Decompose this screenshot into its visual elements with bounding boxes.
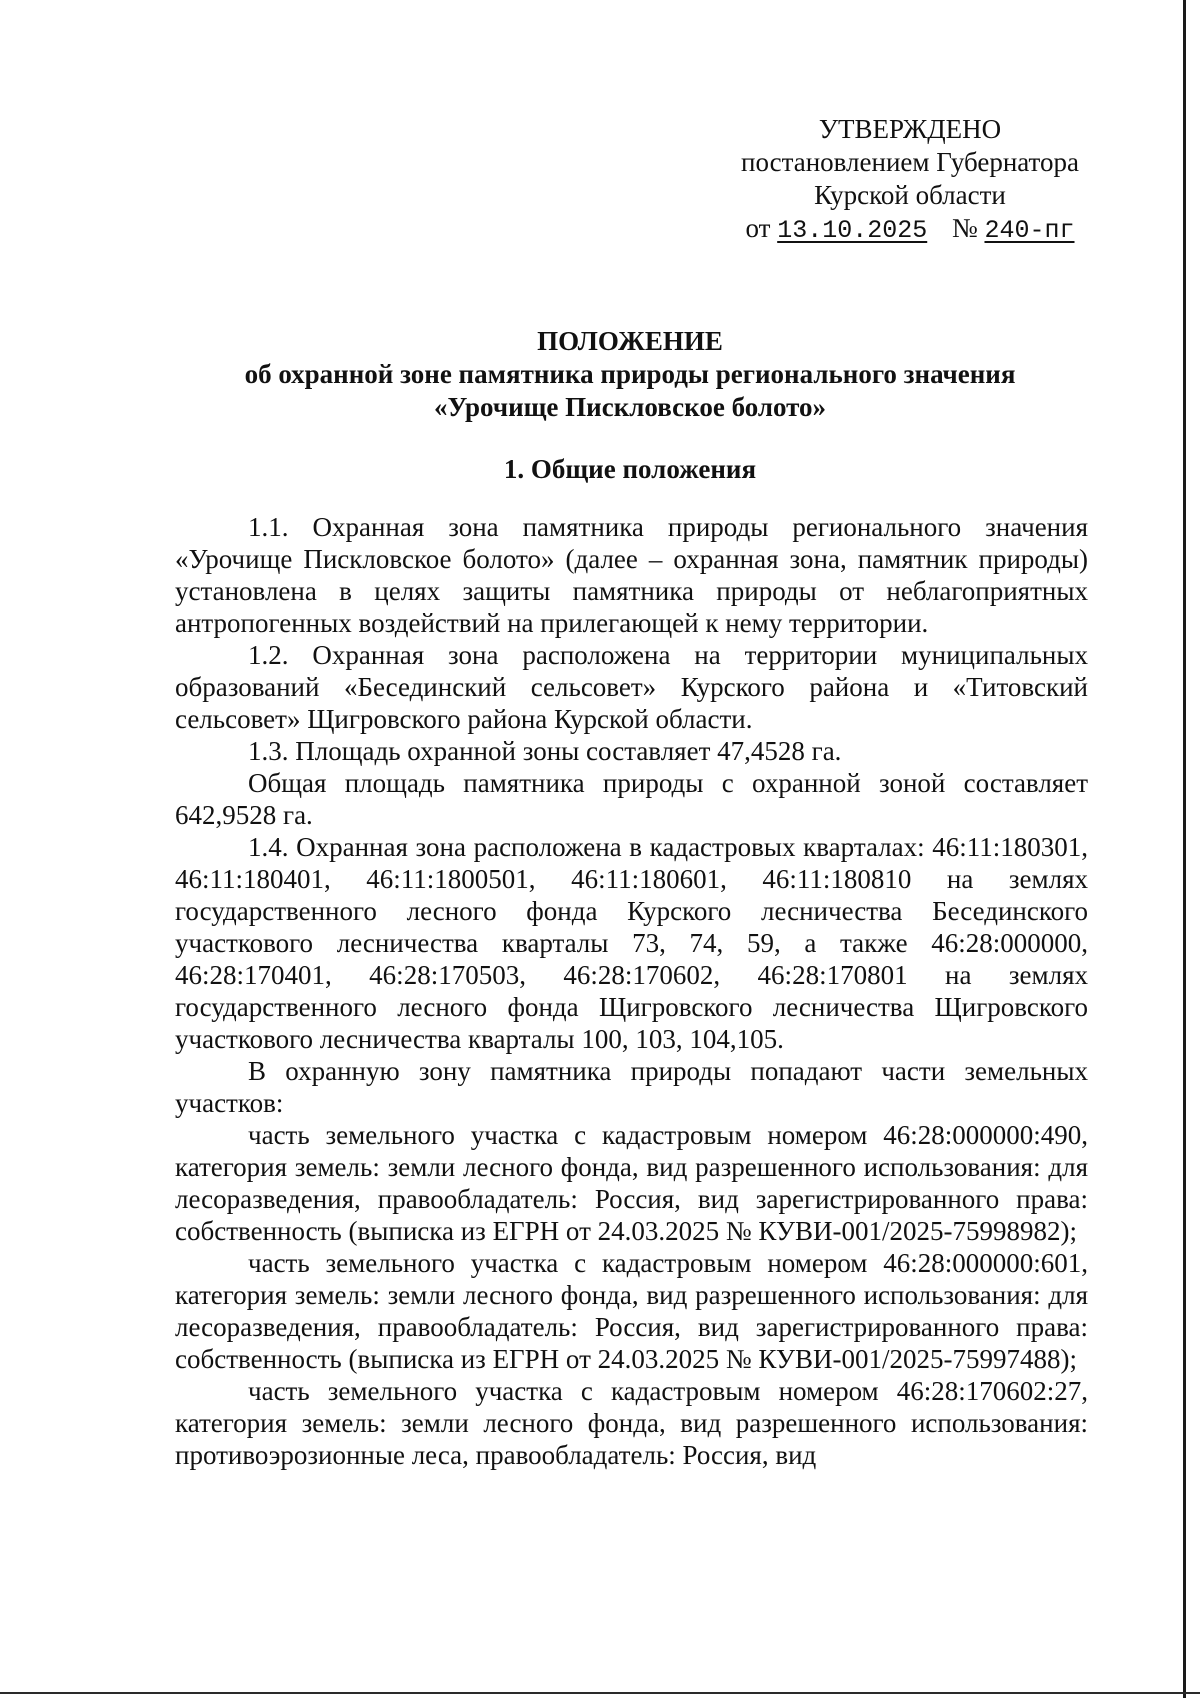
document-title-block xyxy=(170,325,1090,424)
paragraph-land-plot: часть земельного участка с кадастровым номером 46:28:170602:27, категория земель: земли лесного фонда, вид разрешенного использования: противоэрозионные леса, правообладатель: Россия, вид xyxy=(175,1376,1088,1470)
document-subtitle-line-2: «Урочище Пискловское болото» xyxy=(433,392,827,422)
approval-line-2: Курской области xyxy=(814,180,1006,210)
paragraph-1-2: 1.2. Охранная зона расположена на территории муниципальных образований «Бесединский сельсовет» Курского района и «Титовский сельсовет» Щигровского района Курской области. xyxy=(175,640,1088,734)
paragraph-1-1: 1.1. Охранная зона памятника природы регионального значения «Урочище Пискловское болото» (далее – охранная зона, памятник природы) установлена в целях защиты памятника природы от неблагоприятных антропогенных воздействий на прилегающей к нему территории. xyxy=(175,512,1088,638)
section-heading: 1. Общие положения xyxy=(503,454,757,484)
approval-line-1: постановлением Губернатора xyxy=(741,147,1079,177)
approval-date-line xyxy=(745,212,1074,247)
paragraph-land-plot: часть земельного участка с кадастровым номером 46:28:000000:490, категория земель: земли лесного фонда, вид разрешенного использования: для лесоразведения, правообладатель: Россия, вид зарегистрированного права: собственность (выписка из ЕГРН от 24.03.2025 № КУВИ-001/2025-75998982); xyxy=(175,1120,1088,1246)
date-prefix: от xyxy=(745,213,771,243)
document-subtitle-line-1: об охранной зоне памятника природы регионального значения xyxy=(244,359,1016,389)
paragraph-total-area: Общая площадь памятника природы с охранной зоной составляет 642,9528 га. xyxy=(175,768,1088,830)
page-edge-line xyxy=(1183,0,1186,1698)
paragraph-1-3: 1.3. Площадь охранной зоны составляет 47,4528 га. xyxy=(248,736,842,766)
approval-title: УТВЕРЖДЕНО xyxy=(818,114,1002,144)
paragraph-land-plot: часть земельного участка с кадастровым номером 46:28:000000:601, категория земель: земли лесного фонда, вид разрешенного использования: для лесоразведения, правообладатель: Россия, вид зарегистрированного права: собственность (выписка из ЕГРН от 24.03.2025 № КУВИ-001/2025-75997488); xyxy=(175,1248,1088,1374)
approval-number: 240-пг xyxy=(984,216,1075,245)
document-title: ПОЛОЖЕНИЕ xyxy=(537,326,723,356)
paragraph-1-4: 1.4. Охранная зона расположена в кадастровых кварталах: 46:11:180301, 46:11:180401, 46:11:1800501, 46:11:180601, 46:11:180810 на землях государственного лесного фонда Курского лесничества Бесединского участкового лесничества кварталы 73, 74, 59, а также 46:28:000000, 46:28:170401, 46:28:170503, 46:28:170602, 46:28:170801 на землях государственного лесного фонда Щигровского лесничества Щигровского участкового лесничества кварталы 100, 103, 104,105. xyxy=(175,832,1088,1054)
page-bottom-line xyxy=(0,1692,1200,1694)
number-prefix: № xyxy=(951,213,978,243)
approval-stamp xyxy=(700,113,1120,247)
document-body xyxy=(175,511,1088,1471)
paragraph-land-plots-intro: В охранную зону памятника природы попадают части земельных участков: xyxy=(175,1056,1088,1118)
approval-date: 13.10.2025 xyxy=(777,216,928,245)
